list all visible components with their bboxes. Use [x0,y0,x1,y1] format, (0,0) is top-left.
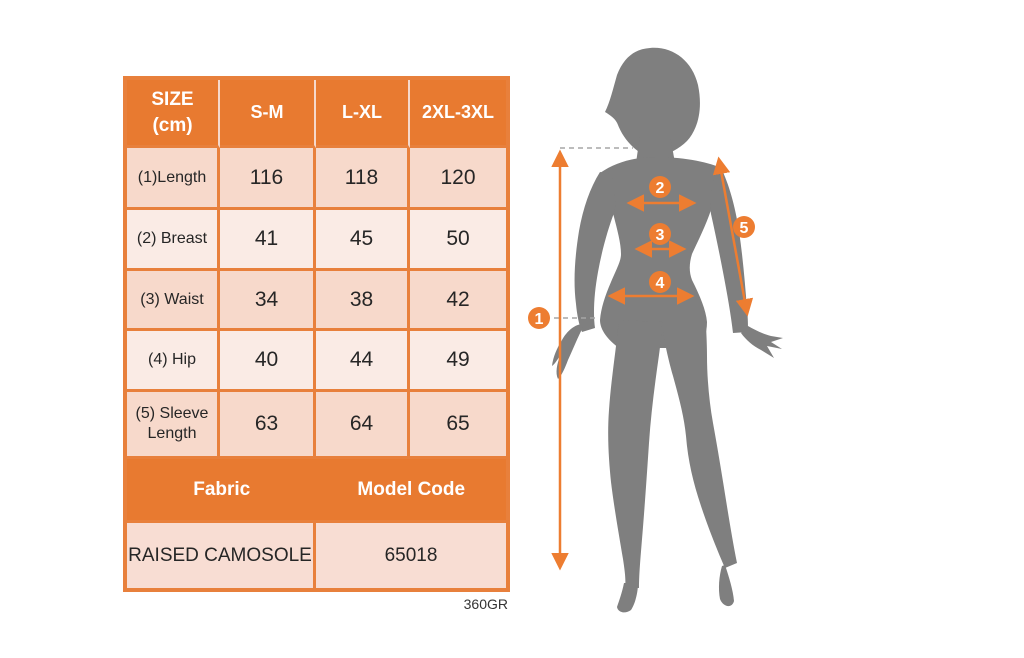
sleeve-lxl: 64 [316,392,410,459]
column-header-sm: S-M [220,80,316,148]
marker-1-label: 1 [534,311,544,328]
hip-2xl3xl: 49 [410,331,506,392]
waist-lxl: 38 [316,271,410,331]
marker-5-label: 5 [739,220,749,237]
weight-note: 360GR [463,596,508,612]
row-label-hip: (4) Hip [127,331,220,392]
waist-sm: 34 [220,271,316,331]
row-label-breast: (2) Breast [127,210,220,271]
marker-2-label: 2 [655,180,665,197]
waist-2xl3xl: 42 [410,271,506,331]
fabric-label: Fabric [193,478,251,500]
row-label-waist: (3) Waist [127,271,220,331]
model-code-value: 65018 [316,523,506,588]
sleeve-sm: 63 [220,392,316,459]
fabric-value: RAISED CAMOSOLE [127,523,316,588]
fabric-modelcode-header [127,459,506,523]
breast-2xl3xl: 50 [410,210,506,271]
breast-lxl: 45 [316,210,410,271]
column-header-lxl: L-XL [316,80,410,148]
marker-4-label: 4 [655,275,665,292]
length-sm: 116 [220,148,316,210]
female-body-silhouette [552,48,783,613]
model-code-label: Model Code [357,478,466,500]
size-unit-header [127,80,220,148]
length-lxl: 118 [316,148,410,210]
column-header-2xl3xl: 2XL-3XL [410,80,506,148]
breast-sm: 41 [220,210,316,271]
sleeve-2xl3xl: 65 [410,392,506,459]
size-header-line2: (cm) [152,114,193,136]
length-2xl3xl: 120 [410,148,506,210]
row-label-length: (1)Length [127,148,220,210]
female-silhouette-diagram [520,15,810,630]
size-header-line1: SIZE [151,88,194,110]
hip-sm: 40 [220,331,316,392]
hip-lxl: 44 [316,331,410,392]
marker-3-label: 3 [655,227,665,244]
measurement-figure [520,15,810,630]
size-chart-table [123,76,510,592]
row-label-sleeve-length: (5) Sleeve Length [127,392,220,459]
